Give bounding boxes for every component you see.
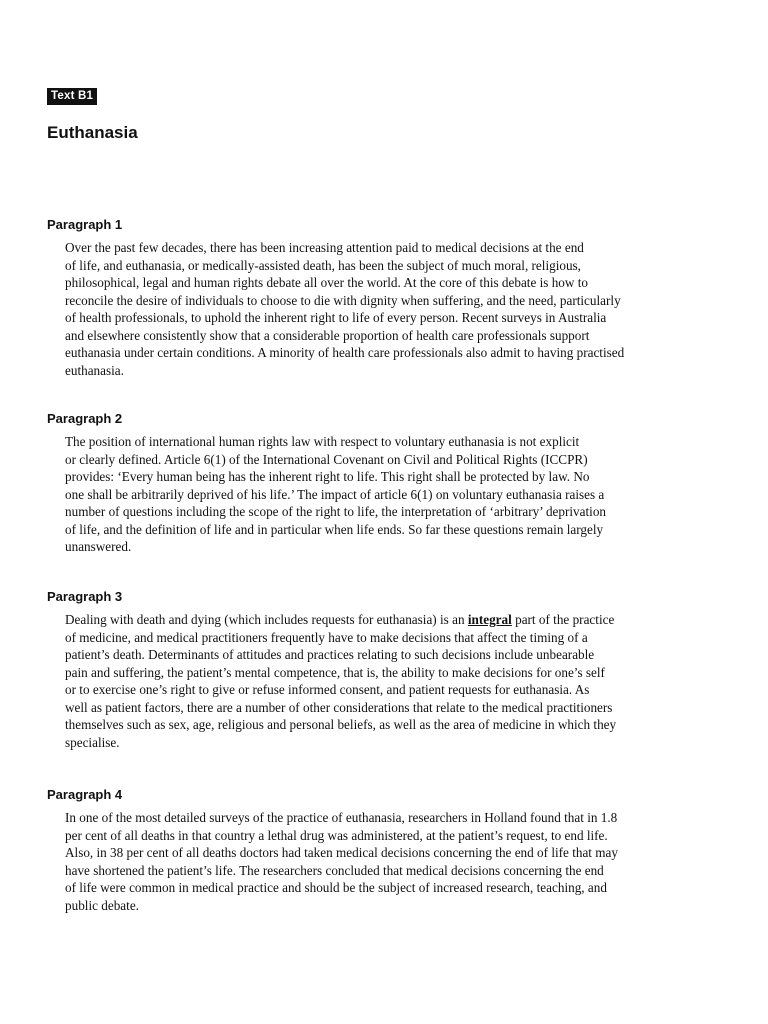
emphasized-word: integral bbox=[467, 612, 512, 627]
paragraph-line: patient’s death. Determinants of attitudes and practices relating to such decisions include unbearable bbox=[65, 647, 595, 662]
paragraph-line: and elsewhere consistently show that a considerable proportion of health care professionals support bbox=[65, 327, 590, 343]
paragraph-4-heading: Paragraph 4 bbox=[47, 787, 123, 802]
paragraph-line: reconcile the desire of individuals to choose to die with dignity when suffering, and the need, particularly bbox=[65, 292, 621, 308]
paragraph-1-heading: Paragraph 1 bbox=[47, 217, 123, 232]
paragraph-line: provides: ‘Every human being has the inherent right to life. This right shall be protected by law. No bbox=[65, 469, 590, 484]
paragraph-line: of life, and the definition of life and in particular when life ends. So far these questions remain largely bbox=[65, 521, 604, 537]
paragraph-1-body bbox=[65, 239, 730, 379]
paragraph-line: or to exercise one’s right to give or refuse informed consent, and patient requests for euthanasia. As bbox=[65, 682, 590, 697]
paragraph-line: The position of international human rights law with respect to voluntary euthanasia is not explicit bbox=[65, 434, 580, 449]
paragraph-2-heading: Paragraph 2 bbox=[47, 411, 123, 426]
paragraph-3-body bbox=[65, 611, 730, 751]
paragraph-line: pain and suffering, the patient’s mental competence, that is, the ability to make decisions for one’s self bbox=[65, 664, 605, 680]
paragraph-line: In one of the most detailed surveys of the practice of euthanasia, researchers in Holland found that in 1.8 bbox=[65, 810, 618, 825]
paragraph-line: euthanasia under certain conditions. A minority of health care professionals also admit to having practised bbox=[65, 345, 625, 360]
paragraph-line: per cent of all deaths in that country a lethal drug was administered, at the patient’s request, to end life. bbox=[65, 827, 608, 843]
paragraph-2-body bbox=[65, 433, 730, 556]
paragraph-line: euthanasia. bbox=[65, 362, 124, 378]
text-label-badge: Text B1 bbox=[47, 88, 97, 105]
paragraph-line: specialise. bbox=[65, 734, 120, 750]
paragraph-3-heading: Paragraph 3 bbox=[47, 589, 123, 604]
paragraph-line: of medicine, and medical practitioners frequently have to make decisions that affect the timing of a bbox=[65, 629, 588, 645]
line-text-before: Dealing with death and dying (which includes requests for euthanasia) is an bbox=[65, 612, 468, 627]
paragraph-4-body bbox=[65, 809, 730, 914]
paragraph-line: one shall be arbitrarily deprived of his life.’ The impact of article 6(1) on voluntary euthanasia raises a bbox=[65, 486, 605, 502]
paragraph-line: number of questions including the scope of the right to life, the interpretation of ‘arbitrary’ deprivation bbox=[65, 504, 607, 519]
paragraph-line: philosophical, legal and human rights debate all over the world. At the core of this debate is how to bbox=[65, 275, 588, 290]
page-title: Euthanasia bbox=[47, 123, 138, 142]
paragraph-line: Over the past few decades, there has been increasing attention paid to medical decisions at the end bbox=[65, 240, 584, 255]
paragraph-line: or clearly defined. Article 6(1) of the International Covenant on Civil and Political Rights (ICCPR) bbox=[65, 451, 588, 467]
paragraph-line: have shortened the patient’s life. The researchers concluded that medical decisions concerning the end bbox=[65, 862, 604, 878]
line-text-after: part of the practice bbox=[511, 612, 615, 627]
paragraph-line: unanswered. bbox=[65, 539, 132, 554]
paragraph-line: of life were common in medical practice and should be the subject of increased research, teaching, and bbox=[65, 880, 607, 895]
paragraph-line: of health professionals, to uphold the inherent right to life of every person. Recent surveys in Australia bbox=[65, 310, 607, 325]
paragraph-line: public debate. bbox=[65, 897, 139, 913]
paragraph-line: of life, and euthanasia, or medically-assisted death, has been the subject of much moral, religious, bbox=[65, 257, 581, 273]
paragraph-line: Also, in 38 per cent of all deaths doctors had taken medical decisions concerning the end of life that may bbox=[65, 845, 618, 860]
paragraph-line bbox=[65, 611, 730, 629]
paragraph-line: well as patient factors, there are a number of other considerations that relate to the medical practitioners bbox=[65, 699, 613, 715]
paragraph-line: themselves such as sex, age, religious and personal beliefs, as well as the area of medicine in which they bbox=[65, 717, 617, 732]
